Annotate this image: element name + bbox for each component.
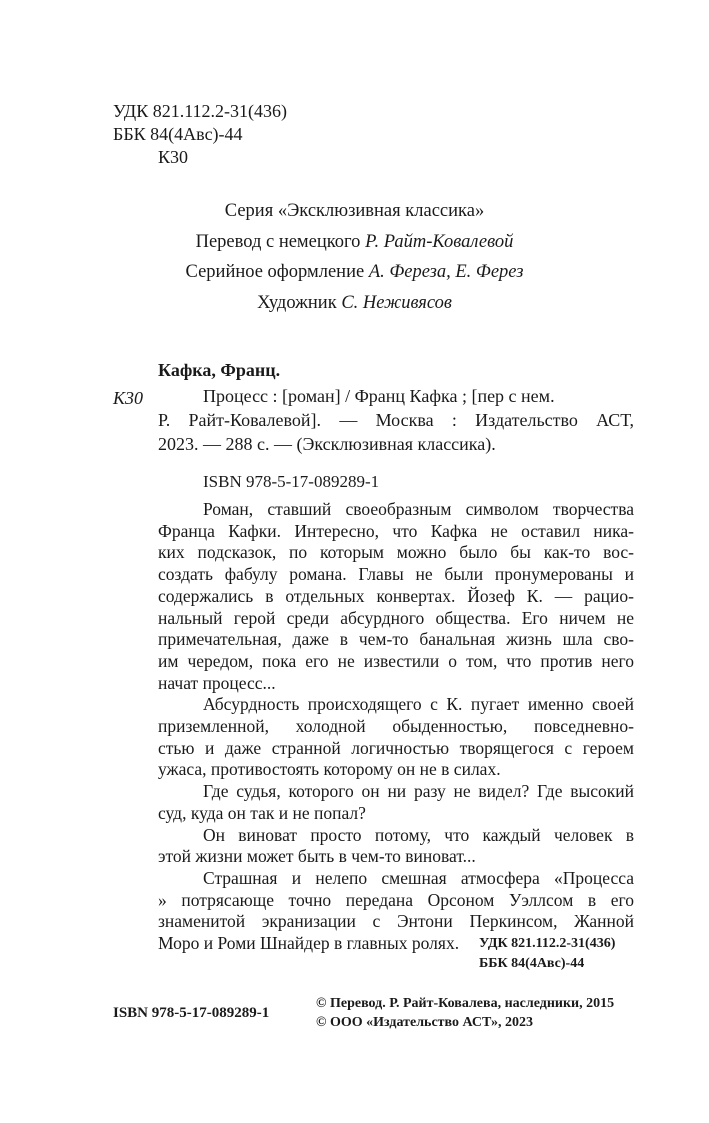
bibliographic-description: [158, 384, 634, 456]
bibliographic-author: Кафка, Франц.: [158, 360, 281, 380]
annotation-line: Роман, ставший своеобразным символом творчества: [203, 499, 634, 519]
annotation-line: Где судья, которого он ни разу не видел? Где высокий: [203, 781, 634, 802]
annotation-line: создать фабулу романа. Главы не были пронумерованы и: [158, 564, 634, 585]
annotation-line: начат процесс...: [158, 672, 276, 693]
annotation-line: примечательная, даже в чем-то банальная жизнь шла сво-: [158, 629, 634, 650]
copyright-translation: © Перевод. Р. Райт-Ковалева, наследники, 2015: [316, 996, 615, 1011]
biblio-line: Процесс : [роман] / Франц Кафка ; [пер с нем.: [203, 386, 555, 406]
annotation-line: Франца Кафки. Интересно, что Кафка не оставил ника-: [158, 520, 634, 541]
footer-isbn: ISBN 978-5-17-089289-1: [113, 1005, 270, 1021]
annotation-line: Абсурдность происходящего с К. пугает именно своей: [203, 694, 634, 715]
bbk-code: ББК 84(4Авс)-44: [113, 124, 243, 144]
annotation-line: им чередом, пока его не известили о том, что против него: [158, 650, 634, 671]
annotation-line: Моро и Роми Шнайдер в главных ролях.: [158, 933, 460, 954]
annotation: [158, 499, 634, 955]
annotation-line: Страшная и нелепо смешная атмосфера «Процесса: [203, 867, 634, 888]
footer-codes: [479, 934, 615, 974]
udk-code: УДК 821.112.2-31(436): [113, 101, 288, 121]
design-label: Серийное оформление: [185, 262, 365, 282]
translation-label: Перевод с немецкого: [195, 231, 361, 252]
footer-udk: УДК 821.112.2-31(436): [479, 936, 616, 951]
annotation-paragraph: [158, 825, 634, 868]
artist-line: [0, 288, 709, 319]
annotation-line: » потрясающе точно передана Орсоном Уэллсом в его: [158, 889, 634, 910]
artist-label: Художник: [257, 292, 337, 313]
bibliographic-mark: К30: [113, 388, 143, 408]
annotation-line: Он виноват просто потому, что каждый человек в: [203, 824, 634, 845]
copyright-notices: [316, 994, 614, 1032]
annotation-paragraph: [158, 694, 634, 781]
annotation-line: нальный герой среди абсурдного общества. Его ничем не: [158, 607, 634, 628]
designer-names: А. Фереза, Е. Ферез: [368, 262, 524, 282]
copyright-publisher: © ООО «Издательство АСТ», 2023: [316, 1015, 534, 1030]
footer-bbk: ББК 84(4Авс)-44: [479, 956, 585, 971]
annotation-line: ужаса, противостоять которому он не в силах.: [158, 759, 501, 780]
author-mark-code: К30: [158, 147, 189, 167]
biblio-line: Р. Райт-Ковалевой]. — Москва : Издательство АСТ,: [158, 410, 634, 430]
biblio-line: 2023. — 288 с. — (Эксклюзивная классика).: [158, 434, 496, 454]
classification-codes: [113, 100, 287, 169]
annotation-line: суд, куда он так и не попал?: [158, 802, 366, 823]
annotation-paragraph: [158, 781, 634, 824]
series-line: Серия «Эксклюзивная классика»: [224, 201, 485, 221]
translation-line: [0, 227, 709, 258]
annotation-line: стью и даже странной логичностью творящегося с героем: [158, 737, 634, 758]
artist-name: С. Неживясов: [341, 292, 452, 313]
annotation-paragraph: [158, 499, 634, 694]
isbn-record: ISBN 978-5-17-089289-1: [203, 472, 380, 491]
annotation-line: содержались в отдельных конвертах. Йозеф К. — рацио-: [158, 585, 634, 606]
annotation-line: этой жизни может быть в чем-то виноват...: [158, 846, 476, 867]
annotation-line: ких подсказок, по которым можно было бы как-то вос-: [158, 542, 634, 563]
design-line: [0, 257, 709, 288]
translator-name: Р. Райт-Ковалевой: [365, 231, 514, 252]
annotation-line: приземленной, холодной обыденностью, повседневно-: [158, 716, 634, 737]
annotation-line: знаменитой экранизации с Энтони Перкинсом, Жанной: [158, 911, 634, 932]
credits-block: [0, 196, 709, 318]
